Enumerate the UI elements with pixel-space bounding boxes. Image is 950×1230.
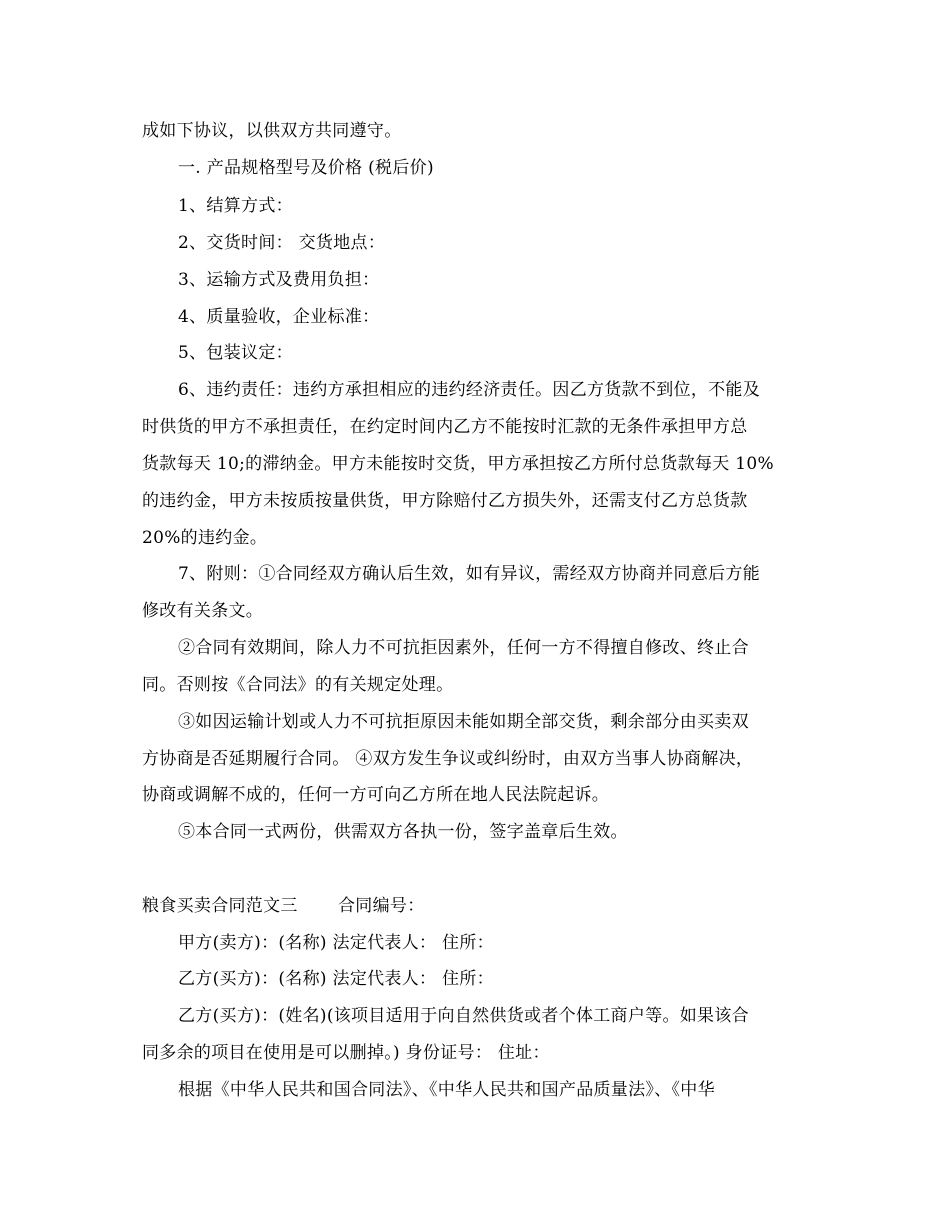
legal-basis-line: 根据《中华人民共和国合同法》、《中华人民共和国产品质量法》、《中华 [178,1080,715,1100]
party-b-individual-line: 乙方(买方)：(姓名)(该项目适用于向自然供货或者个体工商户等。如果该合 [178,1006,749,1026]
clause-transport: 3、运输方式及费用负担： [178,270,380,290]
clause-validity: ②合同有效期间，除人力不可抗拒因素外，任何一方不得擅自修改、终止合 [178,638,749,658]
clause-liability: 6、违约责任：违约方承担相应的违约经济责任。因乙方货款不到位，不能及 [178,380,761,400]
clause-force-majeure: ③如因运输计划或人力不可抗拒原因未能如期全部交货，剩余部分由买卖双 [178,712,749,732]
paragraph-line: 修改有关条文。 [142,601,264,621]
clause-packaging: 5、包装议定： [178,343,293,363]
paragraph-line: 协商或调解不成的，任何一方可向乙方所在地人民法院起诉。 [142,785,610,805]
paragraph-line: 同。否则按《合同法》的有关规定处理。 [142,675,454,695]
paragraph-line: 成如下协议，以供双方共同遵守。 [142,121,402,141]
clause-supplementary: 7、附则：①合同经双方确认后生效，如有异议，需经双方协商并同意后方能 [178,564,761,584]
paragraph-line: 货款每天 10;的滞纳金。甲方未能按时交货，甲方承担按乙方所付总货款每天 10% [142,454,774,474]
clause-quality: 4、质量验收，企业标准： [178,307,380,327]
paragraph-line: 同多余的项目在使用是可以删掉。) 身份证号： 住址： [142,1043,550,1063]
party-b-line: 乙方(买方)：(名称) 法定代表人： 住所： [178,969,494,989]
section-heading: 一. 产品规格型号及价格 (税后价) [178,158,434,178]
clause-delivery: 2、交货时间： 交货地点： [178,233,386,253]
clause-settlement: 1、结算方式： [178,196,293,216]
clause-copies: ⑤本合同一式两份，供需双方各执一份，签字盖章后生效。 [178,822,628,842]
paragraph-line: 方协商是否延期履行合同。 ④双方发生争议或纠纷时，由双方当事人协商解决， [142,749,754,769]
contract-title: 粮食买卖合同范文三 合同编号： [142,896,425,916]
paragraph-line: 时供货的甲方不承担责任，在约定时间内乙方不能按时汇款的无条件承担甲方总 [142,417,748,437]
party-a-line: 甲方(卖方)：(名称) 法定代表人： 住所： [178,933,494,953]
paragraph-line: 的违约金，甲方未按质按量供货，甲方除赔付乙方损失外，还需支付乙方总货款 [142,491,748,511]
paragraph-line: 20%的违约金。 [142,528,268,548]
